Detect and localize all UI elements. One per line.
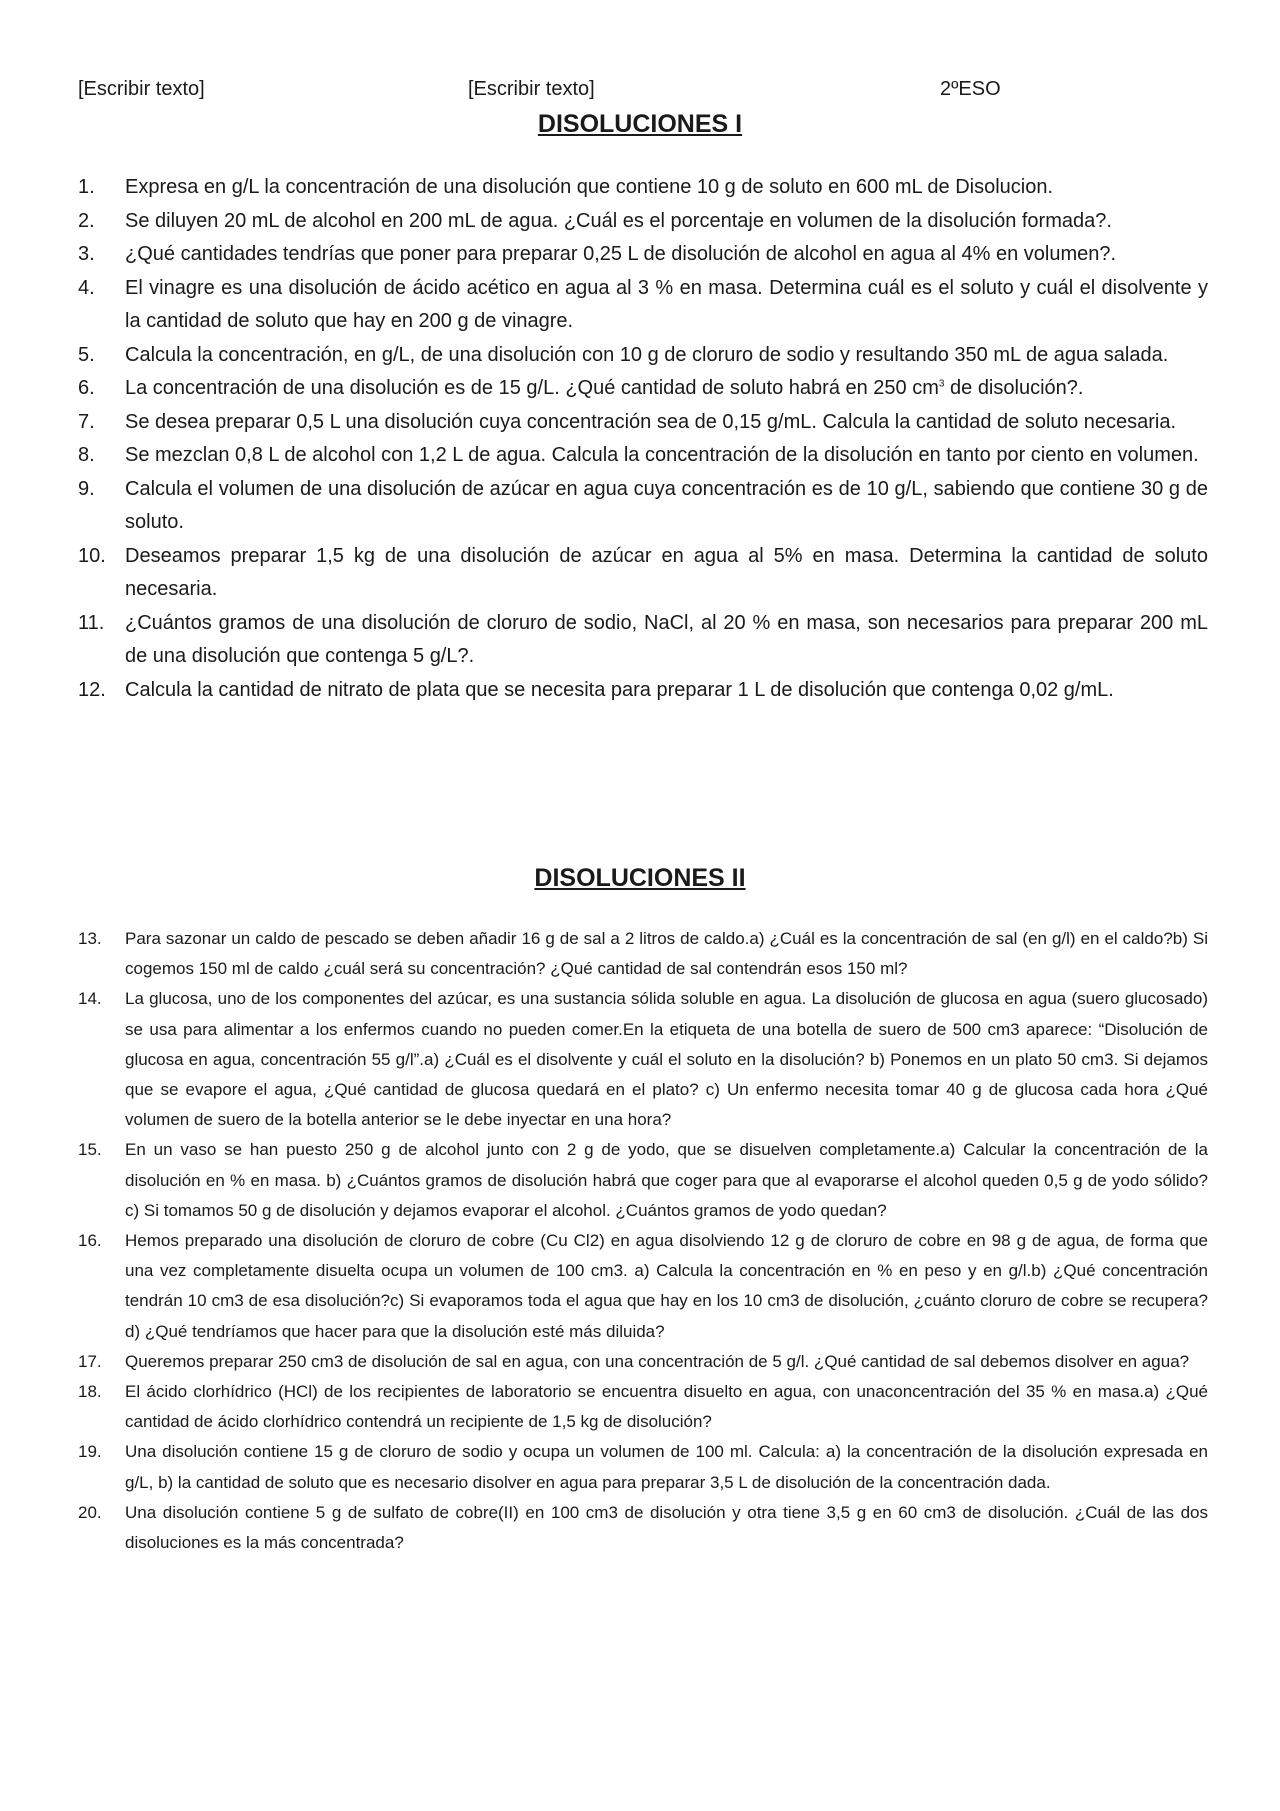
item-text: Queremos preparar 250 cm3 de disolución de sal en agua, con una concentración de 5 g/l. ¿Qué cantidad de sal debemos disolver en agua? xyxy=(125,1351,1190,1371)
item-text-part: de disolución?. xyxy=(944,377,1084,399)
list-item xyxy=(78,272,1208,339)
item-text: Para sazonar un caldo de pescado se deben añadir 16 g de sal a 2 litros de caldo.a) ¿Cuál es la concentración de sal (en g/l) en el caldo?b) Si cogemos 150 ml de caldo ¿cuál será su concentración? ¿Qué cantidad de sal contendrán esos 150 ml? xyxy=(125,929,1208,979)
list-item xyxy=(78,1437,1208,1497)
list-item xyxy=(78,1135,1208,1226)
item-number: 1. xyxy=(78,176,95,198)
item-text: En un vaso se han puesto 250 g de alcohol junto con 2 g de yodo, que se disuelven completamente.a) Calcular la concentración de la disolución en % en masa. b) ¿Cuántos gramos de disolución habrá que coger para que al evaporarse el alcohol queden 0,5 g de yodo sólido? c) Si tomamos 50 g de disolución y dejamos evaporar el alcohol. ¿Cuántos gramos de yodo quedan? xyxy=(125,1140,1208,1220)
item-number: 17. xyxy=(78,1351,102,1371)
header-right: 2ºESO xyxy=(940,78,1001,100)
list-item xyxy=(78,339,1208,373)
list-item xyxy=(78,607,1208,674)
item-text: Calcula el volumen de una disolución de azúcar en agua cuya concentración es de 10 g/L, sabiendo que contiene 30 g de soluto. xyxy=(125,477,1208,533)
item-number: 20. xyxy=(78,1502,102,1522)
list-item xyxy=(78,171,1208,205)
item-number: 13. xyxy=(78,929,102,948)
header-left: [Escribir texto] xyxy=(78,78,205,100)
item-text: Calcula la cantidad de nitrato de plata que se necesita para preparar 1 L de disolución que contenga 0,02 g/mL. xyxy=(125,678,1114,701)
item-number: 10. xyxy=(78,544,106,567)
item-text: El ácido clorhídrico (HCl) de los recipientes de laboratorio se encuentra disuelto en agua, con unaconcentración del 35 % en masa.a) ¿Qué cantidad de ácido clorhídrico contendrá un recipiente de 1,5 kg de disolución? xyxy=(125,1382,1208,1432)
item-number: 3. xyxy=(78,243,95,265)
item-number: 2. xyxy=(78,209,95,232)
item-number: 18. xyxy=(78,1382,102,1402)
item-text: Se desea preparar 0,5 L una disolución cuya concentración sea de 0,15 g/mL. Calcula la cantidad de soluto necesaria. xyxy=(125,410,1177,433)
item-text-part: La concentración de una disolución es de 15 g/L. ¿Qué cantidad de soluto habrá en 250 cm xyxy=(125,377,939,399)
page-header xyxy=(0,78,1280,106)
list-item xyxy=(78,439,1208,473)
section2-title: DISOLUCIONES II xyxy=(534,864,746,892)
list-item xyxy=(78,473,1208,540)
item-text: La glucosa, uno de los componentes del azúcar, es una sustancia sólida soluble en agua. La disolución de glucosa en agua (suero glucosado) se usa para alimentar a los enfermos cuando no pueden comer.En la etiqueta de una botella de suero de 500 cm3 aparece: “Disolución de glucosa en agua, concentración 55 g/l”.a) ¿Cuál es el disolvente y cuál el soluto en la disolución? b) Ponemos en un plato 50 cm3. Si dejamos que se evapore el agua, ¿Qué cantidad de glucosa quedará en el plato? c) Un enfermo necesita tomar 40 g de glucosa cada hora ¿Qué volumen de suero de la botella anterior se le debe inyectar en una hora? xyxy=(125,989,1208,1130)
item-text: Se diluyen 20 mL de alcohol en 200 mL de agua. ¿Cuál es el porcentaje en volumen de la disolución formada?. xyxy=(125,209,1112,232)
list-item xyxy=(78,406,1208,440)
item-text xyxy=(125,377,1083,399)
item-text: ¿Qué cantidades tendrías que poner para preparar 0,25 L de disolución de alcohol en agua al 4% en volumen?. xyxy=(125,243,1117,265)
item-number: 11. xyxy=(78,611,105,634)
item-number: 16. xyxy=(78,1231,102,1251)
item-text: El vinagre es una disolución de ácido acético en agua al 3 % en masa. Determina cuál es el soluto y cuál el disolvente y la cantidad de soluto que hay en 200 g de vinagre. xyxy=(125,276,1208,332)
list-item xyxy=(78,540,1208,607)
item-text: Se mezclan 0,8 L de alcohol con 1,2 L de agua. Calcula la concentración de la disolución en tanto por ciento en volumen. xyxy=(125,444,1199,466)
list-item xyxy=(78,238,1208,272)
item-number: 14. xyxy=(78,989,102,1009)
item-text: Una disolución contiene 5 g de sulfato de cobre(II) en 100 cm3 de disolución y otra tiene 3,5 g en 60 cm3 de disolución. ¿Cuál de las dos disoluciones es la más concentrada? xyxy=(125,1502,1208,1553)
item-number: 7. xyxy=(78,410,95,433)
item-number: 15. xyxy=(78,1140,102,1160)
item-text: Calcula la concentración, en g/L, de una disolución con 10 g de cloruro de sodio y resultando 350 mL de agua salada. xyxy=(125,343,1169,366)
item-text: ¿Cuántos gramos de una disolución de cloruro de sodio, NaCl, al 20 % en masa, son necesarios para preparar 200 mL de una disolución que contenga 5 g/L?. xyxy=(125,611,1208,667)
item-text: Deseamos preparar 1,5 kg de una disolución de azúcar en agua al 5% en masa. Determina la cantidad de soluto necesaria. xyxy=(125,544,1208,600)
header-center: [Escribir texto] xyxy=(468,78,595,100)
list-item xyxy=(78,1226,1208,1347)
list-item xyxy=(78,924,1208,984)
superscript: 3 xyxy=(938,378,945,390)
list-item xyxy=(78,1498,1208,1558)
item-text: Hemos preparado una disolución de cloruro de cobre (Cu Cl2) en agua disolviendo 12 g de cloruro de cobre en 98 g de agua, de forma que una vez completamente disuelta ocupa un volumen de 100 cm3. a) Calcula la concentración en % en peso y en g/l.b) ¿Qué concentración tendrán 10 cm3 de esa disolución?c) Si evaporamos toda el agua que hay en los 10 cm3 de disolución, ¿cuánto cloruro de cobre se recupera?d) ¿Qué tendríamos que hacer para que la disolución esté más diluida? xyxy=(125,1231,1208,1341)
list-item xyxy=(78,984,1208,1135)
item-number: 6. xyxy=(78,377,95,399)
list-item xyxy=(78,674,1208,708)
item-text: Una disolución contiene 15 g de cloruro de sodio y ocupa un volumen de 100 ml. Calcula: a) la concentración de la disolución expresada en g/L, b) la cantidad de soluto que es necesario disolver en agua para preparar 3,5 L de disolución de la concentración dada. xyxy=(125,1442,1208,1492)
list-item xyxy=(78,205,1208,239)
section1-title: DISOLUCIONES I xyxy=(537,110,743,138)
list-item xyxy=(78,372,1208,406)
section1-list xyxy=(78,171,1208,707)
item-number: 9. xyxy=(78,477,95,500)
item-text: Expresa en g/L la concentración de una disolución que contiene 10 g de soluto en 600 mL de Disolucion. xyxy=(125,176,1054,198)
item-number: 4. xyxy=(78,276,95,299)
item-number: 12. xyxy=(78,678,106,701)
item-number: 19. xyxy=(78,1442,102,1462)
list-item xyxy=(78,1347,1208,1377)
item-number: 8. xyxy=(78,444,95,466)
item-number: 5. xyxy=(78,343,95,366)
list-item xyxy=(78,1377,1208,1437)
section2-list xyxy=(78,924,1208,1558)
